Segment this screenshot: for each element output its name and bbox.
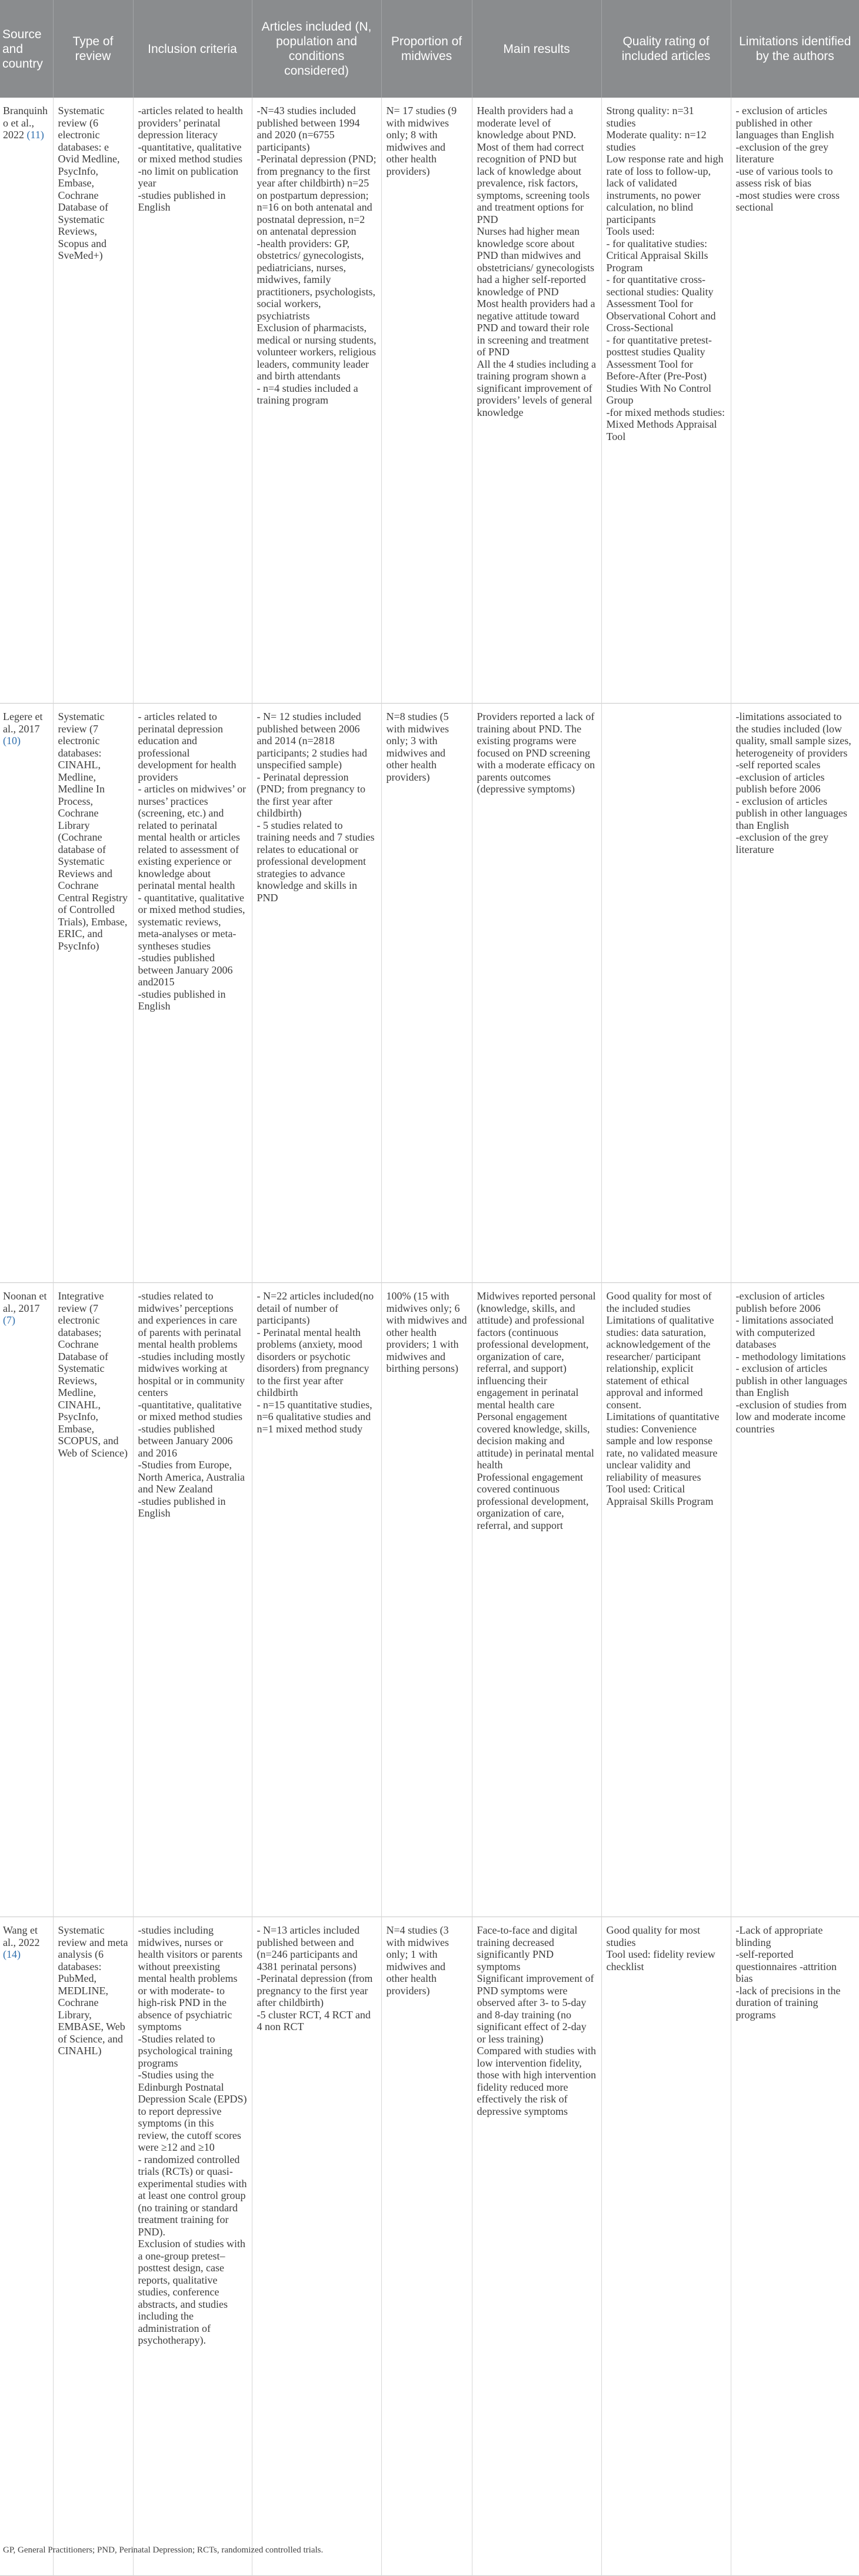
cell-inclusion: -studies including midwives, nurses or health visitors or parents without preexisting mental health problems or with moderate- to high-risk PND in the absence of psychiatric symptoms -Studies related to psychological training programs -Studies using the Edinburgh Postnatal Depression Scale (EPDS) to report depressive symptoms (in this review, the cutoff scores were ≥12 and ≥10 - randomized controlled trials (RCTs) or quasi-experimental studies with at least one control group (no training or standard treatment training for PND). Exclusion of studies with a one-group pretest–posttest design, case reports, qualitative studies, conference abstracts, and studies including the administration of psychotherapy). [133,1917,252,2576]
table-row [0,704,859,1283]
cell-quality [601,704,731,1283]
cell-source [0,1283,53,1917]
cell-source [0,704,53,1283]
cell-results: Providers reported a lack of training about PND. The existing programs were focused on PND screening with a moderate efficacy on parents outcomes (depressive symptoms) [472,704,601,1283]
table-header-row [0,0,859,98]
cell-source [0,98,53,704]
cell-articles: - N=13 articles included published between and (n=246 participants and 4381 perinatal persons) -Perinatal depression (from pregnancy to the first year after childbirth) -5 cluster RCT, 4 RCT and 4 non RCT [252,1917,381,2576]
cell-results: Face-to-face and digital training decreased significantly PND symptoms Significant improvement of PND symptoms were observed after 3- to 5-day and 8-day training (no significant effect of 2-day or less training) Compared with studies with low intervention fidelity, those with high intervention fidelity reduced more effectively the risk of depressive symptoms [472,1917,601,2576]
cell-inclusion: -articles related to health providers’ perinatal depression literacy -quantitative, qualitative or mixed method studies -no limit on publication year -studies published in English [133,98,252,704]
cell-source [0,1917,53,2576]
cell-type: Systematic review and meta analysis (6 databases: PubMed, MEDLINE, Cochrane Library, EMBASE, Web of Science, and CINAHL) [53,1917,133,2576]
cell-inclusion: -studies related to midwives’ perceptions and experiences in care of parents with perinatal mental health problems -studies including mostly midwives working at hospital or in community centers -quantitative, qualitative or mixed method studies -studies published between January 2006 and 2016 -Studies from Europe, North America, Australia and New Zealand -studies published in English [133,1283,252,1917]
cell-type: Systematic review (7 electronic databases: CINAHL, Medline, Medline In Process, Cochrane Library (Cochrane database of Systematic Reviews and Cochrane Central Registry of Controlled Trials), Embase, ERIC, and PsycInfo) [53,704,133,1283]
header-source-country: Source and country [0,0,53,98]
cell-type: Integrative review (7 electronic databases; Cochrane Database of Systematic Reviews, Medline, CINAHL, PsycInfo, Embase, SCOPUS, and Web of Science) [53,1283,133,1917]
header-type-of-review: Type of review [53,0,133,98]
citation-link[interactable]: (10) [3,735,21,747]
table-row [0,1917,859,2576]
cell-limitations: -exclusion of articles publish before 2006 - limitations associated with computerized databases - methodology limitations - exclusion of articles publish in other languages than English -exclusion of studies from low and moderate income countries [731,1283,859,1917]
cell-inclusion: - articles related to perinatal depression education and professional development for health providers - articles on midwives’ or nurses’ practices (screening, etc.) and related to perinatal mental health or articles related to assessment of existing experience or knowledge about perinatal mental health - quantitative, qualitative or mixed method studies, systematic reviews, meta-analyses or meta-syntheses studies -studies published between January 2006 and2015 -studies published in English [133,704,252,1283]
citation-link[interactable]: (14) [3,1948,21,1960]
cell-articles: - N= 12 studies included published between 2006 and 2014 (n=2818 participants; 2 studies had unspecified sample) - Perinatal depression (PND; from pregnancy to the first year after childbirth) - 5 studies related to training needs and 7 studies relates to educational or professional development strategies to advance knowledge and skills in PND [252,704,381,1283]
header-inclusion-criteria: Inclusion criteria [133,0,252,98]
source-name: Noonan et al., 2017 [3,1290,47,1314]
cell-type: Systematic review (6 electronic databases: e Ovid Medline, PsycInfo, Embase, Cochrane Database of Systematic Reviews, Scopus and SveMed+) [53,98,133,704]
cell-quality: Strong quality: n=31 studies Moderate quality: n=12 studies Low response rate and high rate of loss to follow-up, lack of validated instruments, no power calculation, no blind participants Tools used: - for qualitative studies: Critical Appraisal Skills Program - for quantitative cross-sectional studies: Quality Assessment Tool for Observational Cohort and Cross-Sectional - for quantitative pretest-posttest studies Quality Assessment Tool for Before-After (Pre-Post) Studies With No Control Group -for mixed methods studies: Mixed Methods Appraisal Tool [601,98,731,704]
source-name: Legere et al., 2017 [3,711,43,735]
citation-link[interactable]: (7) [3,1314,15,1326]
cell-limitations: - exclusion of articles published in other languages than English -exclusion of the grey literature -use of various tools to assess risk of bias -most studies were cross sectional [731,98,859,704]
citation-link[interactable]: (11) [26,129,44,141]
cell-proportion: 100% (15 with midwives only; 6 with midwives and other health providers; 1 with midwives and birthing persons) [381,1283,472,1917]
cell-articles: - N=22 articles included(no detail of number of participants) - Perinatal mental health problems (anxiety, mood disorders or psychotic disorders) from pregnancy to the first year after childbirth - n=15 quantitative studies, n=6 qualitative studies and n=1 mixed method study [252,1283,381,1917]
cell-proportion: N= 17 studies (9 with midwives only; 8 with midwives and other health providers) [381,98,472,704]
source-name: Branquinho et al., 2022 [3,105,48,141]
header-quality-rating: Quality rating of included articles [601,0,731,98]
cell-limitations: -Lack of appropriate blinding -self-reported questionnaires -attrition bias -lack of precisions in the duration of training programs [731,1917,859,2576]
cell-quality: Good quality for most studies Tool used: fidelity review checklist [601,1917,731,2576]
cell-results: Midwives reported personal (knowledge, skills, and attitude) and professional factors (continuous professional development, organization of care, referral, and support) influencing their engagement in perinatal mental health care Personal engagement covered knowledge, skills, decision making and attitude) in perinatal mental health Professional engagement covered continuous professional development, organization of care, referral, and support [472,1283,601,1917]
header-limitations: Limitations identified by the authors [731,0,859,98]
cell-proportion: N=8 studies (5 with midwives only; 3 with midwives and other health providers) [381,704,472,1283]
cell-quality: Good quality for most of the included studies Limitations of qualitative studies: data saturation, acknowledgement of the researcher/ participant relationship, explicit statement of ethical approval and informed consent. Limitations of quantitative studies: Convenience sample and low response rate, no validated measure unclear validity and reliability of measures Tool used: Critical Appraisal Skills Program [601,1283,731,1917]
cell-limitations: -limitations associated to the studies included (low quality, small sample sizes, heterogeneity of providers -self reported scales -exclusion of articles publish before 2006 - exclusion of articles publish in other languages than English -exclusion of the grey literature [731,704,859,1283]
cell-results: Health providers had a moderate level of knowledge about PND. Most of them had correct recognition of PND but lack of knowledge about prevalence, risk factors, symptoms, screening tools and treatment options for PND Nurses had higher mean knowledge score about PND than midwives and obstetricians/ gynecologists had a higher self-reported knowledge of PND Most health providers had a negative attitude toward PND and toward their role in screening and treatment of PND All the 4 studies including a training program shown a significant improvement of providers’ levels of general knowledge [472,98,601,704]
table-row [0,1283,859,1917]
header-proportion-midwives: Proportion of midwives [381,0,472,98]
cell-articles: -N=43 studies included published between 1994 and 2020 (n=6755 participants) -Perinatal depression (PND; from pregnancy to the first year after childbirth) n=25 on postpartum depression; n=16 on both antenatal and postnatal depression, n=2 on antenatal depression -health providers: GP, obstetrics/ gynecologists, pediatricians, nurses, midwives, family practitioners, psychologists, social workers, psychiatrists Exclusion of pharmacists, medical or nursing students, volunteer workers, religious leaders, community leader and birth attendants - n=4 studies included a training program [252,98,381,704]
cell-proportion: N=4 studies (3 with midwives only; 1 with midwives and other health providers) [381,1917,472,2576]
table-footnote: GP, General Practitioners; PND, Perinatal Depression; RCTs, randomized controlled trials. [3,2545,324,2555]
table-row [0,98,859,704]
header-main-results: Main results [472,0,601,98]
source-name: Wang et al., 2022 [3,1924,40,1948]
header-articles-included: Articles included (N, population and conditions considered) [252,0,381,98]
